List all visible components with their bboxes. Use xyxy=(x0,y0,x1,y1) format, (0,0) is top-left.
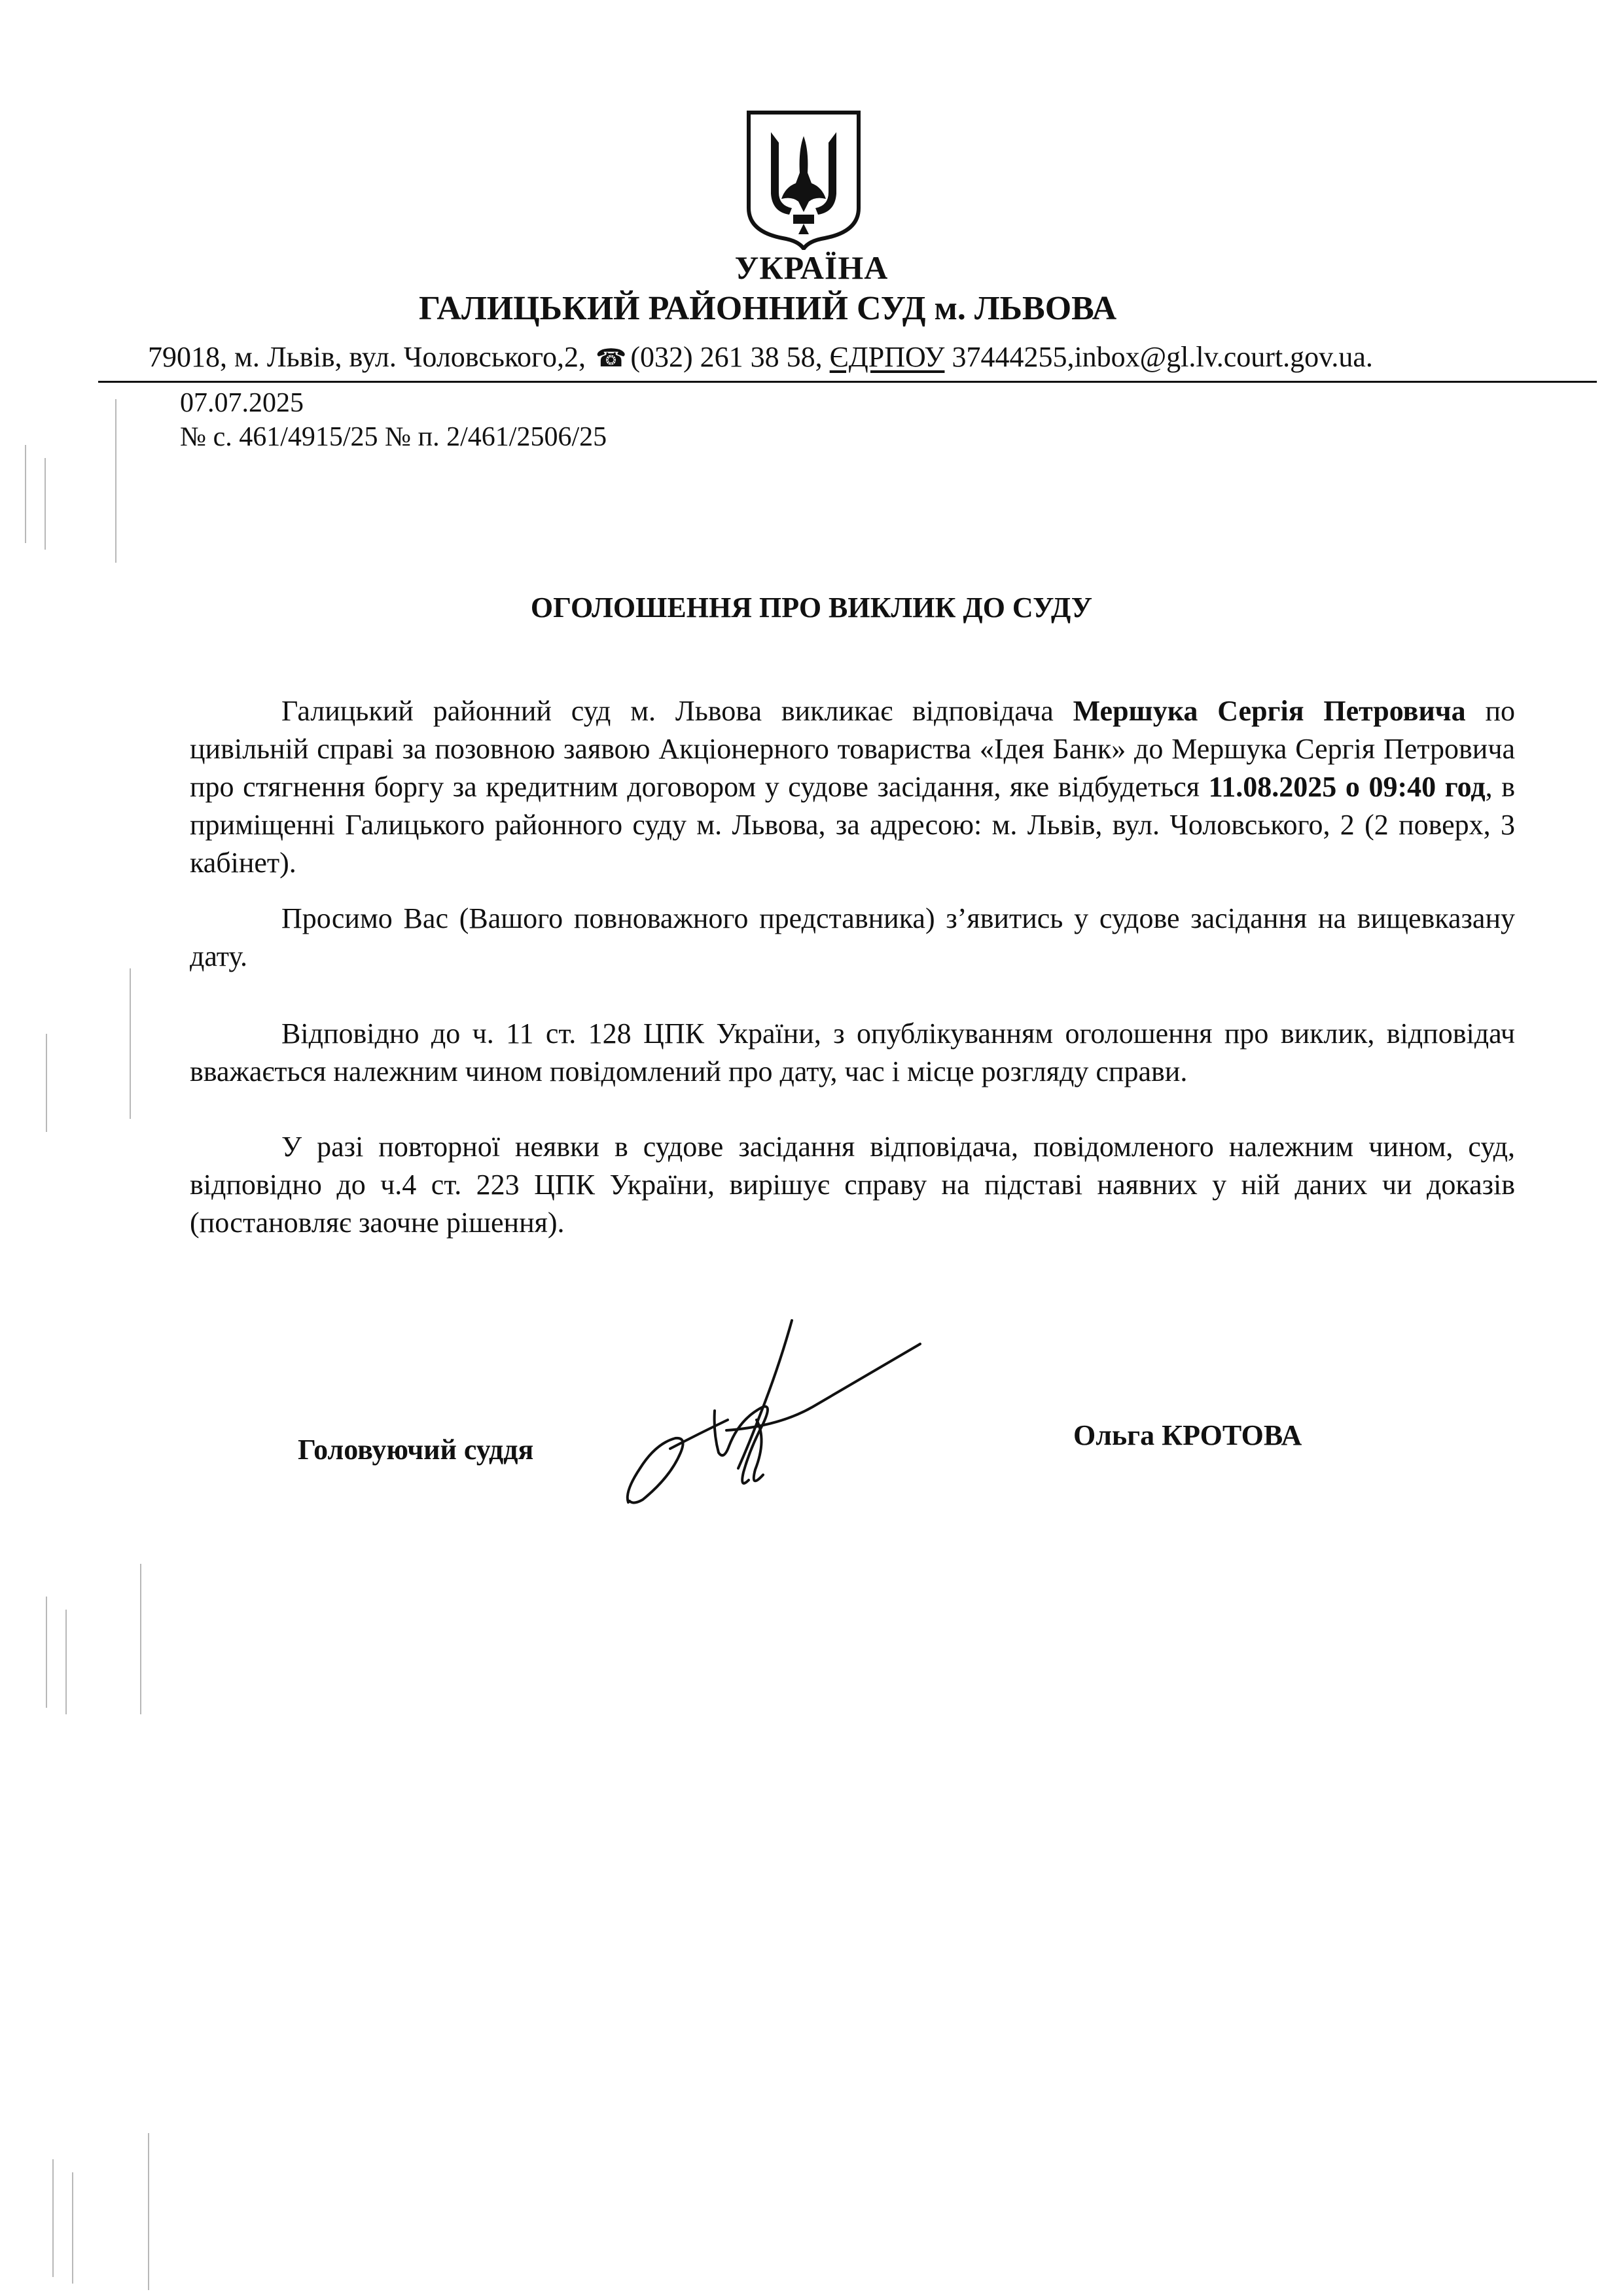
paragraph-notice xyxy=(190,1015,1515,1091)
p1-text-c: по цивільній справі за позовною заявою Акціонерного товариства «Ідея Банк» до Мершука Сергія Петровича про стягнення боргу за кредитним договором у судове засідання, яке відбудеться xyxy=(190,695,1515,803)
paragraph-summons xyxy=(190,692,1515,882)
court-phone: (032) 261 38 58, xyxy=(630,341,823,373)
p4-text: У разі повторної неявки в судове засідання відповідача, повідомленого належним чином, суд, відповідно до ч.4 ст. 223 ЦПК України, вирішує справу на підставі наявних у ній даних чи доказів (постановляє заочне рішення). xyxy=(190,1131,1515,1239)
hearing-datetime: 11.08.2025 о 09:40 год xyxy=(1208,771,1486,803)
scan-artifact xyxy=(45,458,46,550)
document-title: ОГОЛОШЕННЯ ПРО ВИКЛИК ДО СУДУ xyxy=(530,592,1093,624)
document-date: 07.07.2025 xyxy=(180,388,304,418)
p3-text: Відповідно до ч. 11 ст. 128 ЦПК України, з опублікуванням оголошення про виклик, відповідач вважається належним чином повідомлений про дату, час і місце розгляду справи. xyxy=(190,1017,1515,1087)
scan-artifact xyxy=(140,1564,141,1714)
scan-artifact xyxy=(52,2159,54,2277)
judge-name: Ольга КРОТОВА xyxy=(1073,1419,1302,1451)
edrpou-label: ЄДРПОУ xyxy=(829,341,945,373)
country-heading: УКРАЇНА xyxy=(734,249,889,286)
court-address: 79018, м. Львів, вул. Чоловського,2, xyxy=(148,341,586,373)
coat-of-arms-icon xyxy=(746,110,861,250)
scan-artifact xyxy=(46,1034,47,1132)
scan-artifact xyxy=(65,1610,67,1714)
p1-text-e: , в приміщенні Галицького районного суду м. Львова, за адресою: м. Львів, вул. Чоловського, 2 (2 поверх, 3 кабінет). xyxy=(190,771,1515,879)
case-numbers: № с. 461/4915/25 № п. 2/461/2506/25 xyxy=(180,422,607,452)
scan-artifact xyxy=(46,1597,47,1708)
p1-text-a: Галицький районний суд м. Львова викликає відповідача xyxy=(281,695,1073,727)
scan-artifact xyxy=(148,2133,149,2290)
scan-artifact xyxy=(115,399,116,563)
handwritten-signature xyxy=(615,1309,923,1511)
p2-text: Просимо Вас (Вашого повноважного представника) з’явитись у судове засідання на вищевказану дату. xyxy=(190,902,1515,972)
defendant-name: Мершука Сергія Петровича xyxy=(1073,695,1466,727)
judge-role: Головуючий суддя xyxy=(298,1434,534,1466)
paragraph-default-judgment xyxy=(190,1128,1515,1242)
scan-artifact xyxy=(72,2172,73,2284)
paragraph-request xyxy=(190,900,1515,976)
court-contacts-line xyxy=(148,340,1575,374)
scan-artifact xyxy=(130,968,131,1119)
scan-artifact xyxy=(25,445,26,543)
phone-icon: ☎ xyxy=(596,345,627,372)
header-divider xyxy=(98,381,1597,383)
edrpou-and-email: 37444255,inbox@gl.lv.court.gov.ua. xyxy=(944,341,1373,373)
court-name-heading: ГАЛИЦЬКИЙ РАЙОННИЙ СУД м. ЛЬВОВА xyxy=(419,290,1117,327)
